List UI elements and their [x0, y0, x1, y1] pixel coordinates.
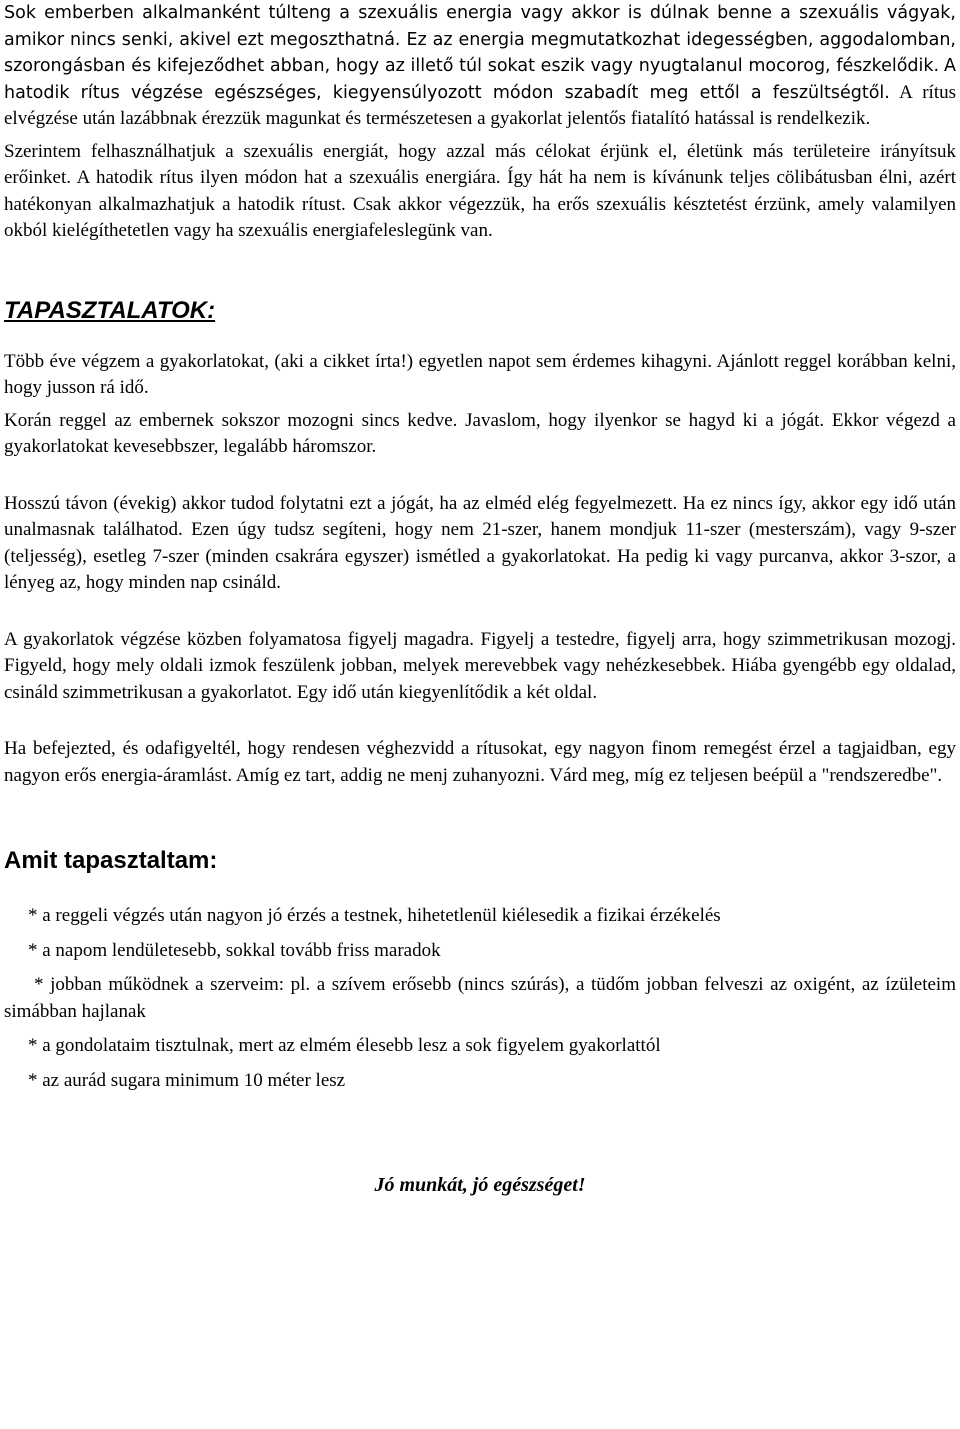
intro-paragraph-2: Szerintem felhasználhatjuk a szexuális energiát, hogy azzal más célokat érjünk el, életünk más területeire irányítsuk erőinket. A hatodik rítus ilyen módon hat a szexuális energiára. Így hát ha nem is kívánunk teljes cölibátusban élni, azért hatékonyan alkalmazhatjuk a hatodik rítust. Csak akkor végezzük, ha erős szexuális késztetést érzünk, amely valamilyen okból kielégíthetetlen vagy ha szexuális energiafeleslegünk van.: [4, 140, 956, 241]
intro-text-a: Sok emberben alkalmanként túlteng a szexuális energia vagy akkor is dúlnak benne a szexuális vágyak, amikor nincs senki, akivel ezt megoszthatná. Ez az energia megmutatkozhat idegességben, aggodalomban, szorongásban és kifejeződhet abban, hogy az illető túl sokat eszik vagy nyugtalanul mocorog, fészkelődik.: [4, 3, 956, 76]
experience-heading: TAPASZTALATOK:: [4, 296, 216, 324]
list-item: * a napom lendületesebb, sokkal tovább friss maradok: [28, 939, 441, 961]
findings-list: [4, 903, 956, 1094]
experience-paragraph-2: Korán reggel az embernek sokszor mozogni sincs kedve. Javaslom, hogy ilyenkor se hagyd ki a jógát. Ekkor végezd a gyakorlatokat kevesebbszer, legalább háromszor.: [4, 409, 956, 457]
list-item: * jobban működnek a szerveim: pl. a szívem erősebb (nincs szúrás), a tüdőm jobban felveszi az oxigént, az ízületeim simábban hajlanak: [4, 974, 956, 1022]
experience-paragraph-4: A gyakorlatok végzése közben folyamatosa figyelj magadra. Figyelj a testedre, figyelj arra, hogy szimmetrikusan mozogj. Figyeld, hogy mely oldali izmok feszülenk jobban, melyek merevebbek vagy nehézkesebbek. Hiába gyengébb egy oldalad, csináld szimmetrikusan a gyakorlatot. Egy idő után kiegyenlítődik a két oldal.: [4, 628, 956, 703]
findings-heading: Amit tapasztaltam:: [4, 847, 218, 874]
experience-paragraph-5: Ha befejezted, és odafigyeltél, hogy rendesen véghezvidd a rítusokat, egy nagyon finom remegést érzel a tagjaidban, egy nagyon erős energia-áramlást. Amíg ez tart, addig ne menj zuhanyozni. Várd meg, míg ez teljesen beépül a "rendszeredbe".: [4, 738, 956, 786]
list-item: * a reggeli végzés után nagyon jó érzés a testnek, hihetetlenül kiélesedik a fizikai érzékelés: [28, 905, 721, 926]
list-item: * a gondolataim tisztulnak, mert az elmém élesebb lesz a sok figyelem gyakorlattól: [28, 1035, 661, 1056]
experience-paragraph-3: Hosszú távon (évekig) akkor tudod folytatni ezt a jógát, ha az elméd elég fegyelmezett. Ha ez nincs így, akkor egy idő után unalmasnak találhatod. Ezen úgy tudsz segíteni, hogy nem 21-szer, hanem mondjuk 11-szer (mesterszám), vagy 9-szer (teljesség), esetleg 7-szer (minden csakrára egyszer) ismétled a gyakorlatokat. Ha pedig ki vagy purcanva, akkor 3-szor, a lényeg az, hogy minden nap csináld.: [4, 492, 956, 593]
closing-line: Jó munkát, jó egészséget!: [374, 1174, 586, 1196]
intro-text-b: A hatodik rítus végzése egészséges, kiegyensúlyozott módon szabadít meg ettől a feszültségtől.: [4, 56, 956, 103]
intro-text-c: A rítus elvégzése után lazábbnak érezzük magunkat és természetesen a gyakorlat jelentős fiatalító hatással is rendelkezik.: [4, 81, 956, 129]
list-item: * az aurád sugara minimum 10 méter lesz: [28, 1069, 346, 1091]
intro-paragraph-1: [4, 0, 956, 133]
experience-paragraph-1: Több éve végzem a gyakorlatokat, (aki a cikket írta!) egyetlen napot sem érdemes kihagyni. Ajánlott reggel korábban kelni, hogy jusson rá idő.: [4, 350, 956, 398]
document-page: [4, 0, 956, 1199]
